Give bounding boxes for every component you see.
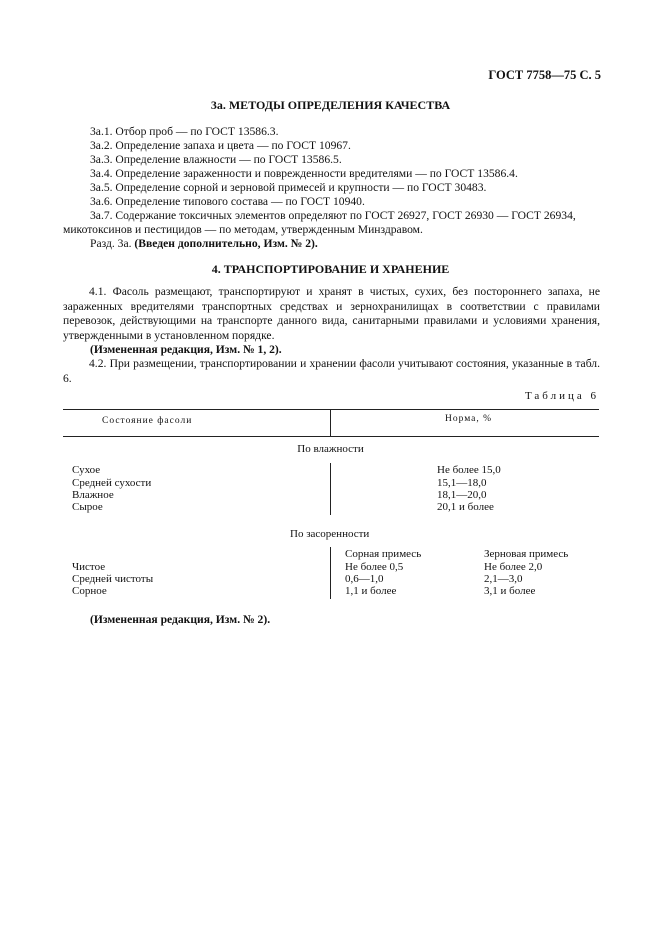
item-3a-4: 3а.4. Определение зараженности и поврежденности вредителями — по ГОСТ 13586.4. (90, 167, 518, 180)
contamination-row-grain: Не более 2,0 (484, 561, 543, 573)
section-3a-note (90, 237, 318, 252)
group-contamination-divider (330, 547, 331, 599)
moisture-row-state: Средней сухости (72, 477, 152, 489)
paragraph-4-2-text: 4.2. При размещении, транспортировании и хранении фасоли учитывают состояния, указанные в табл. 6. (63, 357, 600, 385)
footer-note: (Измененная редакция, Изм. № 2). (90, 613, 271, 626)
section-3a-note-prefix: Разд. 3а. (90, 237, 132, 250)
item-3a-1: 3а.1. Отбор проб — по ГОСТ 13586.3. (90, 125, 279, 138)
contamination-row-weed: Не более 0,5 (345, 561, 404, 573)
moisture-row-norm: 15,1—18,0 (437, 477, 487, 489)
subheader-grain: Зерновая примесь (484, 548, 569, 560)
moisture-row-norm: 18,1—20,0 (437, 489, 487, 501)
group-contamination-title: По засоренности (290, 528, 370, 540)
section-4-title: 4. ТРАНСПОРТИРОВАНИЕ И ХРАНЕНИЕ (211, 262, 450, 276)
item-3a-5: 3а.5. Определение сорной и зерновой примесей и крупности — по ГОСТ 30483. (90, 181, 487, 194)
table-header-state: Состояние фасоли (102, 416, 193, 426)
table-caption: Таблица 6 (524, 390, 599, 402)
paragraph-4-2 (63, 357, 600, 386)
item-3a-3: 3а.3. Определение влажности — по ГОСТ 13586.5. (90, 153, 342, 166)
group-moisture-title: По влажности (297, 443, 364, 455)
contamination-row-grain: 3,1 и более (484, 585, 536, 597)
item-3a-6: 3а.6. Определение типового состава — по ГОСТ 10940. (90, 195, 365, 208)
group-moisture-divider (330, 463, 331, 515)
item-3a-7-line2: микотоксинов и пестицидов — по методам, утвержденным Минздравом. (63, 223, 423, 236)
section-3a-note-bold: (Введен дополнительно, Изм. № 2). (134, 237, 318, 250)
contamination-row-state: Сорное (72, 585, 107, 597)
moisture-row-norm: Не более 15,0 (437, 464, 501, 476)
item-3a-2: 3а.2. Определение запаха и цвета — по ГОСТ 10967. (90, 139, 351, 152)
moisture-row-norm: 20,1 и более (437, 501, 494, 513)
contamination-row-state: Средней чистоты (72, 573, 154, 585)
table-header-rule (63, 436, 599, 437)
page-header-ref: ГОСТ 7758—75 С. 5 (488, 68, 601, 82)
table-top-rule (63, 409, 599, 410)
moisture-row-state: Сухое (72, 464, 101, 476)
moisture-row-state: Сырое (72, 501, 103, 513)
section-3a-title: 3а. МЕТОДЫ ОПРЕДЕЛЕНИЯ КАЧЕСТВА (210, 98, 451, 112)
contamination-row-state: Чистое (72, 561, 106, 573)
moisture-row-state: Влажное (72, 489, 114, 501)
subheader-weed: Сорная примесь (345, 548, 422, 560)
paragraph-4-1-note: (Измененная редакция, Изм. № 1, 2). (90, 343, 282, 356)
paragraph-4-1 (63, 285, 600, 343)
contamination-row-weed: 0,6—1,0 (345, 573, 384, 585)
contamination-row-grain: 2,1—3,0 (484, 573, 523, 585)
paragraph-4-1-text: 4.1. Фасоль размещают, транспортируют и хранят в чистых, сухих, без постороннего запаха, не зараженных вредителями транспортных средствах и зернохранилищах в соответствии с правилами перевозок, действующими на транспорте данного вида, санитарными правилами и условиями хранения, утвержденными в установленном порядке. (63, 285, 600, 342)
table-header-divider (330, 409, 331, 436)
item-3a-7-line1: 3а.7. Содержание токсичных элементов определяют по ГОСТ 26927, ГОСТ 26930 — ГОСТ 26934, (90, 209, 576, 222)
contamination-row-weed: 1,1 и более (345, 585, 397, 597)
table-header-norm: Норма, % (445, 414, 493, 424)
